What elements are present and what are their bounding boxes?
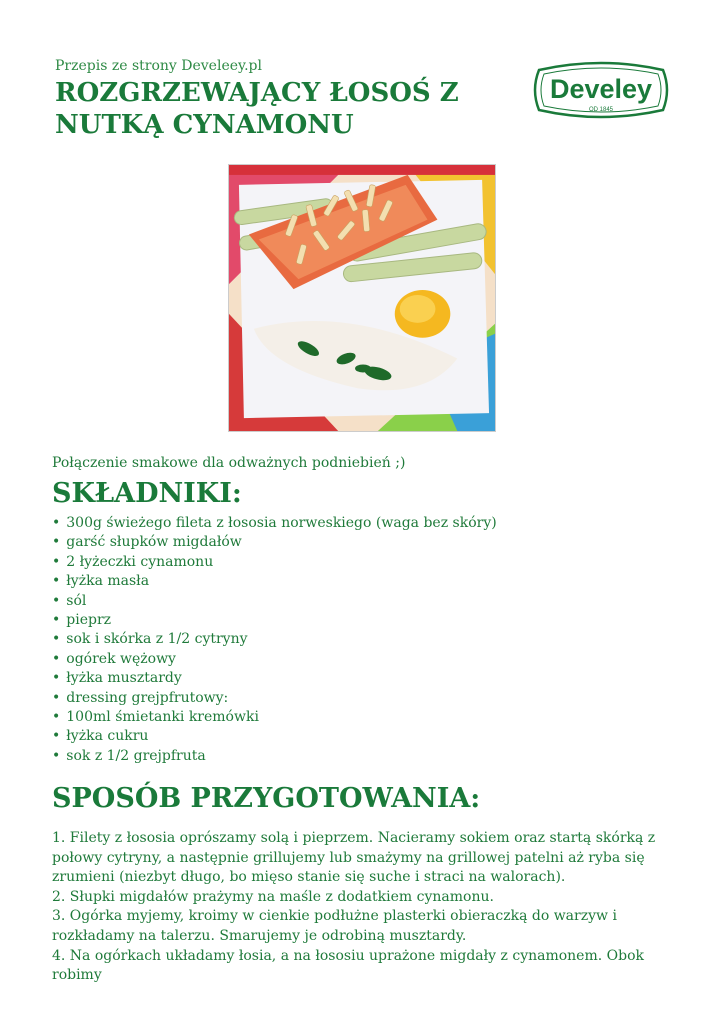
ingredient-item: • łyżka musztardy xyxy=(52,669,497,688)
title-line-2: NUTKĄ CYNAMONU xyxy=(55,110,354,140)
ingredient-item: • dressing grejpfrutowy: xyxy=(52,689,497,708)
ingredient-item: • sok z 1/2 grejpfruta xyxy=(52,747,497,766)
develey-logo xyxy=(533,60,669,120)
ingredients-heading: SKŁADNIKI: xyxy=(52,478,242,509)
preparation-step: 2. Słupki migdałów prażymy na maśle z dodatkiem cynamonu. xyxy=(52,888,494,905)
ingredient-item: • pieprz xyxy=(52,611,497,630)
preparation-step: 3. Ogórka myjemy, kroimy w cienkie podłużne plasterki obieraczką do warzyw i rozkładamy na talerzu. Smarujemy je odrobiną musztardy. xyxy=(52,908,617,944)
logo-tagline: OD 1845 xyxy=(588,107,614,113)
ingredient-item: • 100ml śmietanki kremówki xyxy=(52,708,497,727)
intro-text: Połączenie smakowe dla odważnych podniebień ;) xyxy=(52,455,406,471)
ingredient-item: • sól xyxy=(52,592,497,611)
ingredient-item: • ogórek wężowy xyxy=(52,650,497,669)
ingredient-item: • 300g świeżego fileta z łososia norweskiego (waga bez skóry) xyxy=(52,514,497,533)
preparation-step: 1. Filety z łososia oprószamy solą i pieprzem. Nacieramy sokiem oraz startą skórką z połowy cytryny, a następnie grillujemy lub smażymy na grillowej patelni aż ryba się zrumieni (niezbyt długo, bo mięso stanie się suche i straci na walorach). xyxy=(52,830,656,886)
ingredient-item: • łyżka masła xyxy=(52,572,497,591)
preparation-steps xyxy=(52,829,682,986)
ingredient-item: • łyżka cukru xyxy=(52,727,497,746)
ingredient-item: • sok i skórka z 1/2 cytryny xyxy=(52,630,497,649)
ingredient-item: • garść słupków migdałów xyxy=(52,533,497,552)
ingredient-item: • 2 łyżeczki cynamonu xyxy=(52,553,497,572)
preparation-heading: SPOSÓB PRZYGOTOWANIA: xyxy=(52,783,481,814)
source-line: Przepis ze strony Develeey.pl xyxy=(55,58,262,74)
dish-photo xyxy=(228,164,496,432)
preparation-step: 4. Na ogórkach układamy łosia, a na łososiu uprażone migdały z cynamonem. Obok robimy xyxy=(52,947,644,984)
title-line-1: ROZGRZEWAJĄCY ŁOSOŚ Z xyxy=(55,78,459,108)
recipe-title xyxy=(55,77,485,141)
logo-brand: Develey xyxy=(549,74,653,104)
ingredients-list xyxy=(52,514,497,766)
